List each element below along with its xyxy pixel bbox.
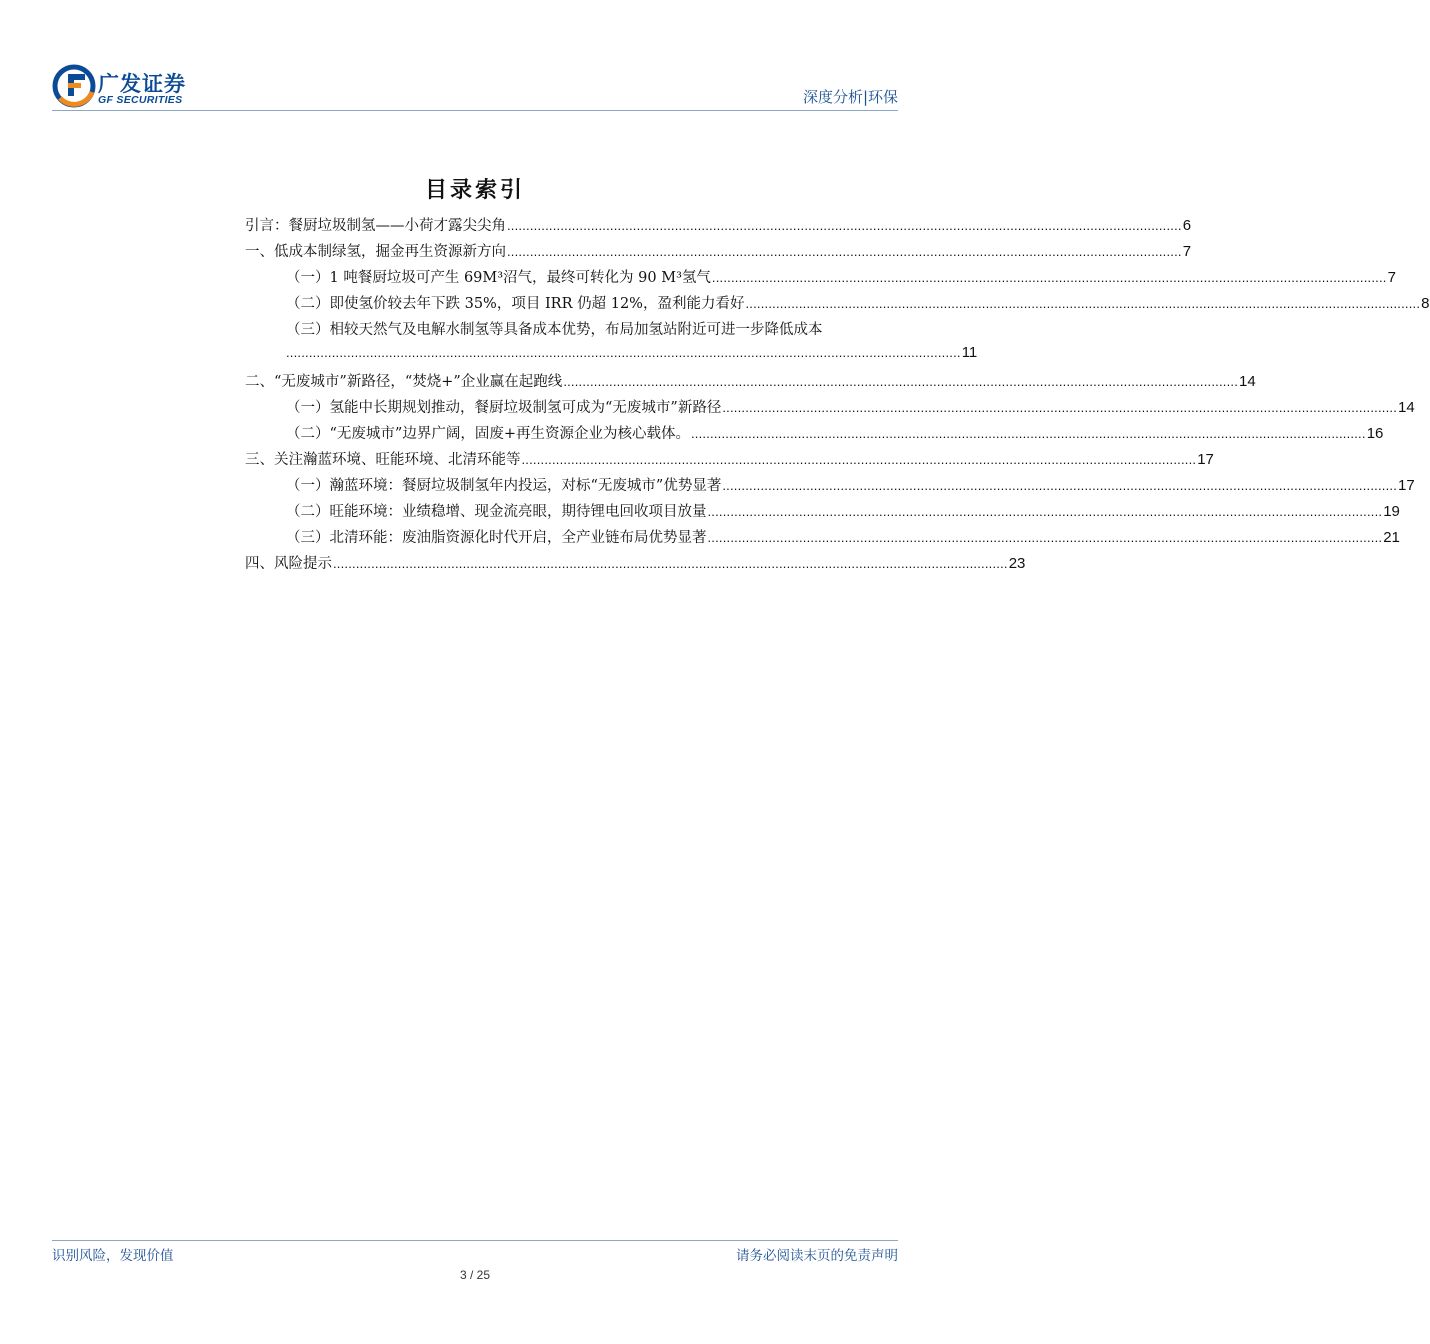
toc-entry[interactable] [245,266,1396,292]
toc-page-number: 23 [1008,555,1026,572]
toc-entry[interactable] [245,240,1192,266]
page-number: 3 / 25 [459,1268,491,1282]
toc-entry-text: 四、风险提示 [245,556,332,572]
toc-page-number: 7 [1387,269,1396,286]
toc-leader-dots: ................................................................................................................................................................................. [707,530,1383,545]
toc-entry[interactable] [245,474,1415,500]
toc-entry[interactable] [245,292,1430,318]
toc-leader-dots: ................................................................................................................................................................................. [711,270,1387,285]
toc-leader-dots: ................................................................................................................................................................................. [333,556,1008,571]
toc-leader-dots: ................................................................................................................................................................................. [507,218,1182,233]
company-logo [52,62,212,110]
toc-entry[interactable] [245,214,1192,240]
toc-entry-text: 二、“无废城市”新路径，“焚烧+”企业赢在起跑线 [245,374,563,390]
toc-page-number: 14 [1398,399,1415,416]
toc-entry-text: （一）氢能中长期规划推动，餐厨垃圾制氢可成为“无废城市”新路径 [286,400,722,416]
toc-entry[interactable] [245,448,1214,474]
toc-entry-text: （三）北清环能：废油脂资源化时代开启，全产业链布局优势显著 [286,530,707,546]
toc-entry[interactable] [245,396,1415,422]
toc-leader-dots: ................................................................................................................................................................................. [507,244,1182,259]
header-divider [52,110,898,111]
toc-page-number: 19 [1383,503,1400,520]
toc-page-number: 14 [1239,373,1256,390]
toc-title: 目录索引 [424,178,525,203]
footer-divider [52,1240,898,1241]
toc-page-number: 8 [1421,295,1430,312]
report-category: 深度分析|环保 [802,88,898,106]
toc-leader-dots: ................................................................................................................................................................................. [745,296,1421,311]
toc-entry-text: （二）“无废城市”边界广阔，固废+再生资源企业为核心载体。 [286,426,690,442]
logo-subtitle: GF SECURITIES [98,94,183,106]
toc-entry-text: 三、关注瀚蓝环境、旺能环境、北清环能等 [245,452,521,468]
toc-page-number: 11 [961,344,978,361]
toc-entry-text: （一）瀚蓝环境：餐厨垃圾制氢年内投运，对标“无废城市”优势显著 [286,478,722,494]
toc-entry-text: （三）相较天然气及电解水制氢等具备成本优势，布局加氢站附近可进一步降低成本 [286,322,823,338]
page-header [52,62,898,112]
toc-leader-dots: ................................................................................................................................................................................. [722,400,1398,415]
toc-leader-dots: ................................................................................................................................................................................. [690,426,1366,441]
toc-entry-text: 引言：餐厨垃圾制氢——小荷才露尖尖角 [245,218,506,234]
table-of-contents [245,214,1430,578]
toc-page-number: 7 [1182,243,1192,260]
footer-disclaimer-note: 请务必阅读末页的免责声明 [736,1248,898,1264]
toc-page-number: 6 [1182,217,1192,234]
toc-entry-text: （二）即使氢价较去年下跌 35%，项目 IRR 仍超 12%，盈利能力看好 [286,296,745,312]
toc-page-number: 16 [1366,425,1384,442]
toc-entry-continuation[interactable] [245,344,978,370]
toc-entry[interactable] [245,526,1400,552]
gf-logo-icon [52,62,96,108]
toc-entry[interactable] [245,422,1384,448]
toc-entry-text: （一）1 吨餐厨垃圾可产生 69M³沼气，最终可转化为 90 M³氢气 [286,270,711,286]
toc-leader-dots: ................................................................................................................................................................................. [286,345,961,360]
toc-entry[interactable] [245,370,1256,396]
toc-page-number: 21 [1383,529,1400,546]
footer-slogan: 识别风险，发现价值 [52,1248,174,1264]
toc-leader-dots: ................................................................................................................................................................................. [563,374,1239,389]
toc-page-number: 17 [1197,451,1214,468]
toc-entry[interactable] [245,552,1026,578]
toc-leader-dots: ................................................................................................................................................................................. [521,452,1197,467]
toc-entry-text: （二）旺能环境：业绩稳增、现金流亮眼，期待锂电回收项目放量 [286,504,707,520]
logo-wordmark: 广发证券 [98,72,186,96]
toc-entry[interactable] [245,318,900,344]
toc-leader-dots: ................................................................................................................................................................................. [722,478,1398,493]
toc-entry[interactable] [245,500,1400,526]
toc-page-number: 17 [1398,477,1415,494]
toc-leader-dots: ................................................................................................................................................................................. [707,504,1383,519]
toc-entry-text: 一、低成本制绿氢，掘金再生资源新方向 [245,244,506,260]
